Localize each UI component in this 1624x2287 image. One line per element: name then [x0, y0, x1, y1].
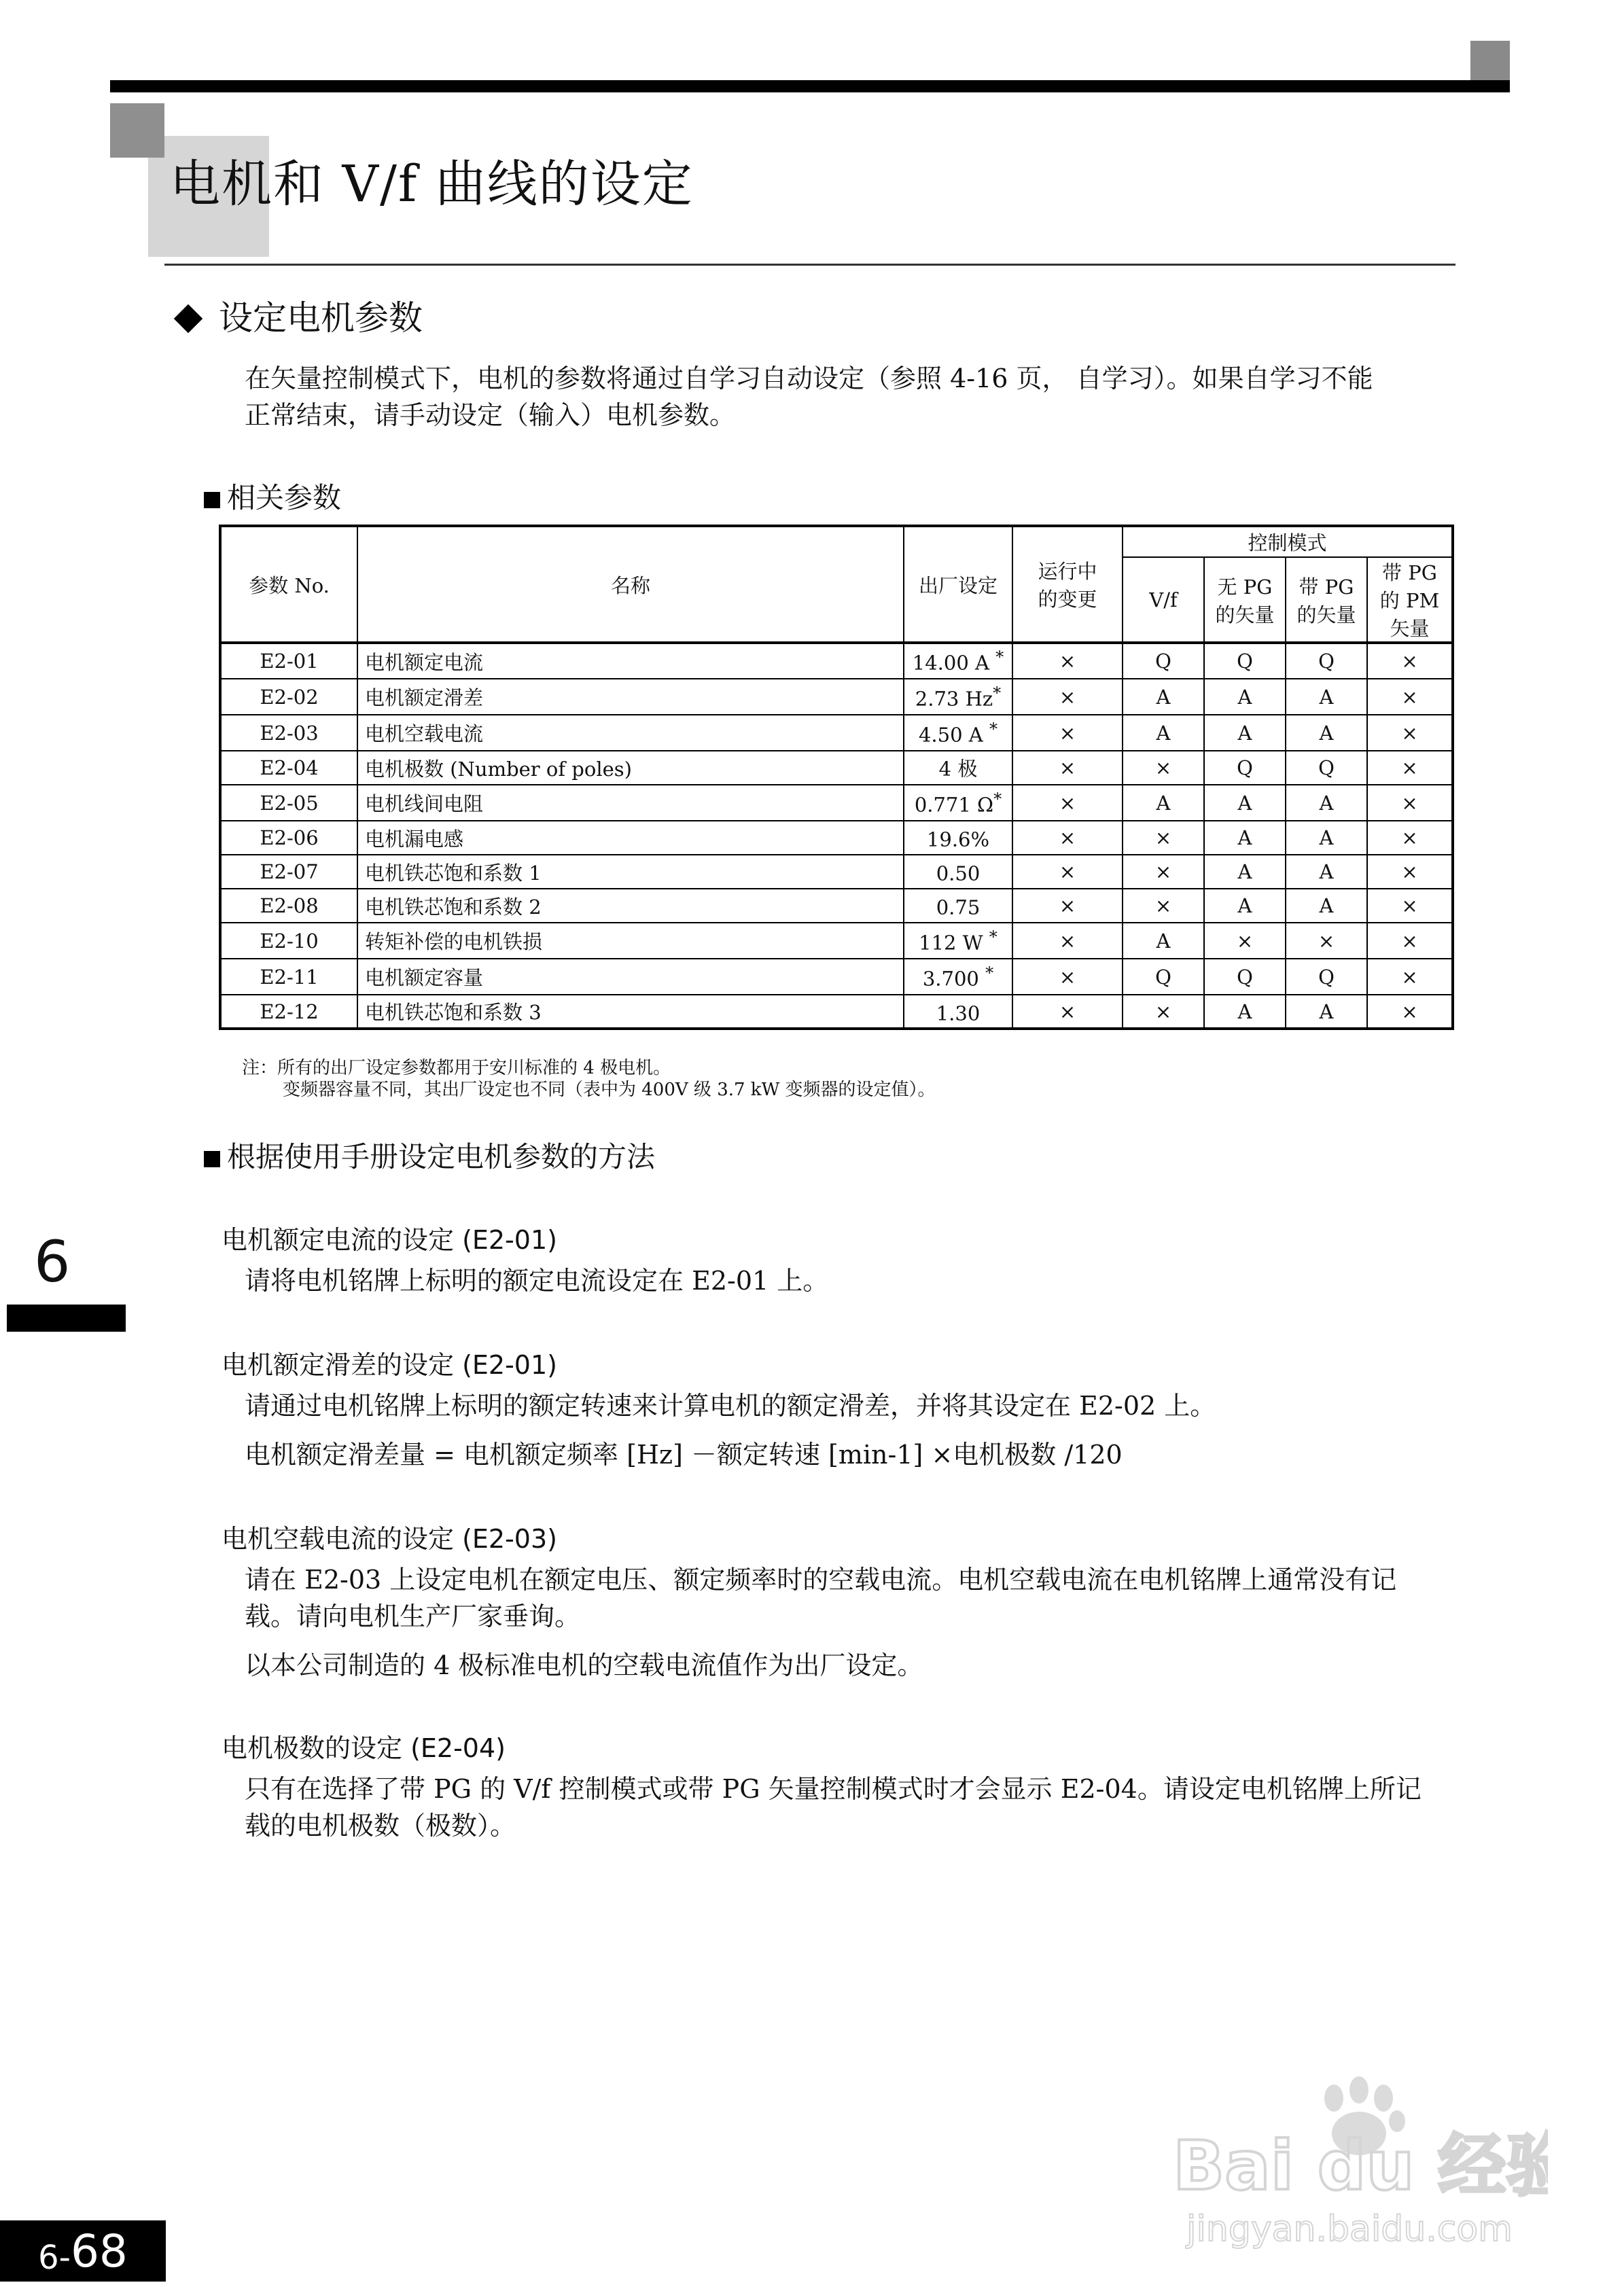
cell-factory: 19.6% — [904, 821, 1012, 855]
cell-factory: 1.30 — [904, 995, 1012, 1029]
cell-nopg: Q — [1204, 643, 1286, 679]
cell-name: 电机铁芯饱和系数 2 — [357, 889, 904, 923]
cell-param-no: E2-10 — [220, 923, 357, 959]
cell-name: 电机额定容量 — [357, 959, 904, 995]
diamond-bullet-icon — [174, 304, 202, 333]
baidu-watermark — [1167, 2063, 1548, 2267]
cell-vf: A — [1123, 715, 1204, 751]
header-control-modes: 控制模式 — [1123, 526, 1453, 557]
table-row — [220, 785, 1453, 821]
cell-pg: A — [1286, 821, 1367, 855]
cell-factory: 4.50 A * — [904, 715, 1012, 751]
cell-change: × — [1012, 855, 1123, 889]
cell-factory: 14.00 A * — [904, 643, 1012, 679]
cell-factory: 3.700 * — [904, 959, 1012, 995]
cell-factory: 0.75 — [904, 889, 1012, 923]
table-row — [220, 679, 1453, 715]
header-pg-pm-vector: 带 PG 的 PM 矢量 — [1367, 557, 1453, 643]
cell-change: × — [1012, 643, 1123, 679]
table-row — [220, 889, 1453, 923]
cell-param-no: E2-08 — [220, 889, 357, 923]
title-decoration-dark — [110, 103, 164, 158]
cell-param-no: E2-06 — [220, 821, 357, 855]
table-row — [220, 821, 1453, 855]
cell-pg: Q — [1286, 643, 1367, 679]
cell-pg: A — [1286, 679, 1367, 715]
table-row — [220, 643, 1453, 679]
cell-param-no: E2-07 — [220, 855, 357, 889]
cell-vf: × — [1123, 751, 1204, 785]
cell-pm: × — [1367, 715, 1453, 751]
cell-nopg: A — [1204, 679, 1286, 715]
page-number-box — [0, 2220, 166, 2282]
cell-change: × — [1012, 751, 1123, 785]
header-param-no: 参数 No. — [220, 526, 357, 643]
cell-pm: × — [1367, 643, 1453, 679]
section-heading-text: 设定电机参数 — [219, 298, 423, 338]
cell-pg: A — [1286, 889, 1367, 923]
cell-nopg: A — [1204, 785, 1286, 821]
cell-pg: A — [1286, 785, 1367, 821]
cell-change: × — [1012, 821, 1123, 855]
header-change-during-run: 运行中 的变更 — [1012, 526, 1123, 643]
cell-pg: A — [1286, 995, 1367, 1029]
subsection-text: 请通过电机铭牌上标明的额定转速来计算电机的额定滑差，并将其设定在 E2-02 上。 电机额定滑差量 = 电机额定频率 [Hz] －额定转速 [min-1] ×电机极数 /120 — [245, 1391, 1216, 1470]
related-params-heading-text: 相关参数 — [227, 481, 342, 514]
cell-param-no: E2-02 — [220, 679, 357, 715]
cell-vf: A — [1123, 785, 1204, 821]
cell-name: 电机极数 (Number of poles) — [357, 751, 904, 785]
cell-pm: × — [1367, 679, 1453, 715]
subsection-text: 请将电机铭牌上标明的额定电流设定在 E2-01 上。 — [245, 1266, 829, 1296]
cell-vf: × — [1123, 889, 1204, 923]
cell-name: 电机线间电阻 — [357, 785, 904, 821]
table-row — [220, 751, 1453, 785]
parameter-table — [219, 525, 1454, 1030]
intro-line: 在矢量控制模式下，电机的参数将通过自学习自动设定（参照 4-16 页， 自学习）。如果自学习不能 — [245, 364, 1373, 393]
subsection-title: 电机极数的设定 (E2-04) — [222, 1733, 506, 1763]
cell-vf: × — [1123, 995, 1204, 1029]
cell-change: × — [1012, 923, 1123, 959]
header-factory-setting: 出厂设定 — [904, 526, 1012, 643]
cell-pm: × — [1367, 995, 1453, 1029]
cell-pm: × — [1367, 751, 1453, 785]
header-name: 名称 — [357, 526, 904, 643]
method-heading-text: 根据使用手册设定电机参数的方法 — [227, 1140, 656, 1173]
cell-pg: Q — [1286, 751, 1367, 785]
cell-nopg: × — [1204, 923, 1286, 959]
cell-vf: × — [1123, 855, 1204, 889]
intro-paragraph — [245, 360, 1461, 433]
table-row — [220, 995, 1453, 1029]
subsection-title: 电机额定电流的设定 (E2-01) — [222, 1225, 557, 1255]
cell-factory: 4 极 — [904, 751, 1012, 785]
cell-param-no: E2-01 — [220, 643, 357, 679]
cell-param-no: E2-11 — [220, 959, 357, 995]
header-vf: V/f — [1123, 557, 1204, 643]
cell-nopg: Q — [1204, 959, 1286, 995]
cell-param-no: E2-12 — [220, 995, 357, 1029]
cell-name: 电机额定电流 — [357, 643, 904, 679]
table-row — [220, 715, 1453, 751]
header-no-pg-vector: 无 PG 的矢量 — [1204, 557, 1286, 643]
cell-pg: A — [1286, 715, 1367, 751]
page-number: 68 — [70, 2224, 128, 2277]
table-note — [242, 1057, 936, 1101]
subsection-title: 电机额定滑差的设定 (E2-01) — [222, 1350, 557, 1380]
chapter-number: 6 — [34, 1228, 71, 1295]
cell-param-no: E2-05 — [220, 785, 357, 821]
section-heading — [169, 291, 423, 340]
cell-vf: Q — [1123, 959, 1204, 995]
header-corner-block — [1470, 41, 1510, 80]
cell-factory: 112 W * — [904, 923, 1012, 959]
cell-change: × — [1012, 715, 1123, 751]
cell-pg: Q — [1286, 959, 1367, 995]
cell-change: × — [1012, 959, 1123, 995]
header-pg-vector: 带 PG 的矢量 — [1286, 557, 1367, 643]
paw-logo-icon — [1167, 2063, 1548, 2267]
table-row — [220, 855, 1453, 889]
cell-pm: × — [1367, 855, 1453, 889]
watermark-logo-text: Bai du 经验 — [1173, 2126, 1548, 2205]
square-bullet-icon — [204, 1151, 220, 1167]
cell-vf: A — [1123, 923, 1204, 959]
cell-name: 电机空载电流 — [357, 715, 904, 751]
cell-nopg: A — [1204, 821, 1286, 855]
cell-vf: × — [1123, 821, 1204, 855]
cell-name: 转矩补偿的电机铁损 — [357, 923, 904, 959]
cell-change: × — [1012, 995, 1123, 1029]
page-prefix: 6- — [38, 2239, 71, 2277]
cell-pm: × — [1367, 959, 1453, 995]
table-row — [220, 959, 1453, 995]
subsection-title: 电机空载电流的设定 (E2-03) — [222, 1524, 557, 1554]
cell-pm: × — [1367, 821, 1453, 855]
cell-change: × — [1012, 679, 1123, 715]
subsection-text: 请在 E2-03 上设定电机在额定电压、额定频率时的空载电流。电机空载电流在电机铭牌上通常没有记 载。请向电机生产厂家垂询。 以本公司制造的 4 极标准电机的空载电流值作为出厂设定。 — [245, 1565, 1397, 1680]
intro-line: 正常结束，请手动设定（输入）电机参数。 — [245, 400, 736, 430]
chapter-tab — [7, 1305, 126, 1332]
note-line: 注：所有的出厂设定参数都用于安川标准的 4 极电机。 — [242, 1058, 671, 1078]
title-underline — [164, 264, 1455, 266]
square-bullet-icon — [204, 492, 220, 508]
cell-factory: 2.73 Hz* — [904, 679, 1012, 715]
cell-nopg: A — [1204, 995, 1286, 1029]
cell-pm: × — [1367, 785, 1453, 821]
cell-name: 电机铁芯饱和系数 1 — [357, 855, 904, 889]
page-title: 电机和 V/f 曲线的设定 — [170, 155, 694, 213]
cell-pm: × — [1367, 889, 1453, 923]
cell-name: 电机铁芯饱和系数 3 — [357, 995, 904, 1029]
method-heading — [204, 1135, 655, 1175]
cell-nopg: A — [1204, 889, 1286, 923]
header-rule — [110, 80, 1510, 92]
cell-name: 电机额定滑差 — [357, 679, 904, 715]
cell-factory: 0.50 — [904, 855, 1012, 889]
cell-nopg: A — [1204, 715, 1286, 751]
cell-name: 电机漏电感 — [357, 821, 904, 855]
cell-pm: × — [1367, 923, 1453, 959]
cell-nopg: A — [1204, 855, 1286, 889]
note-line: 变频器容量不同，其出厂设定也不同（表中为 400V 级 3.7 kW 变频器的设定值）。 — [283, 1080, 936, 1100]
cell-param-no: E2-03 — [220, 715, 357, 751]
cell-factory: 0.771 Ω* — [904, 785, 1012, 821]
related-params-heading — [204, 476, 341, 516]
subsection-text: 只有在选择了带 PG 的 V/f 控制模式或带 PG 矢量控制模式时才会显示 E2-04。请设定电机铭牌上所记 载的电机极数（极数）。 — [245, 1774, 1422, 1841]
watermark-url: jingyan.baidu.com — [1186, 2209, 1513, 2250]
cell-nopg: Q — [1204, 751, 1286, 785]
cell-change: × — [1012, 785, 1123, 821]
table-row — [220, 923, 1453, 959]
cell-vf: A — [1123, 679, 1204, 715]
cell-pg: × — [1286, 923, 1367, 959]
cell-vf: Q — [1123, 643, 1204, 679]
cell-pg: A — [1286, 855, 1367, 889]
cell-change: × — [1012, 889, 1123, 923]
cell-param-no: E2-04 — [220, 751, 357, 785]
